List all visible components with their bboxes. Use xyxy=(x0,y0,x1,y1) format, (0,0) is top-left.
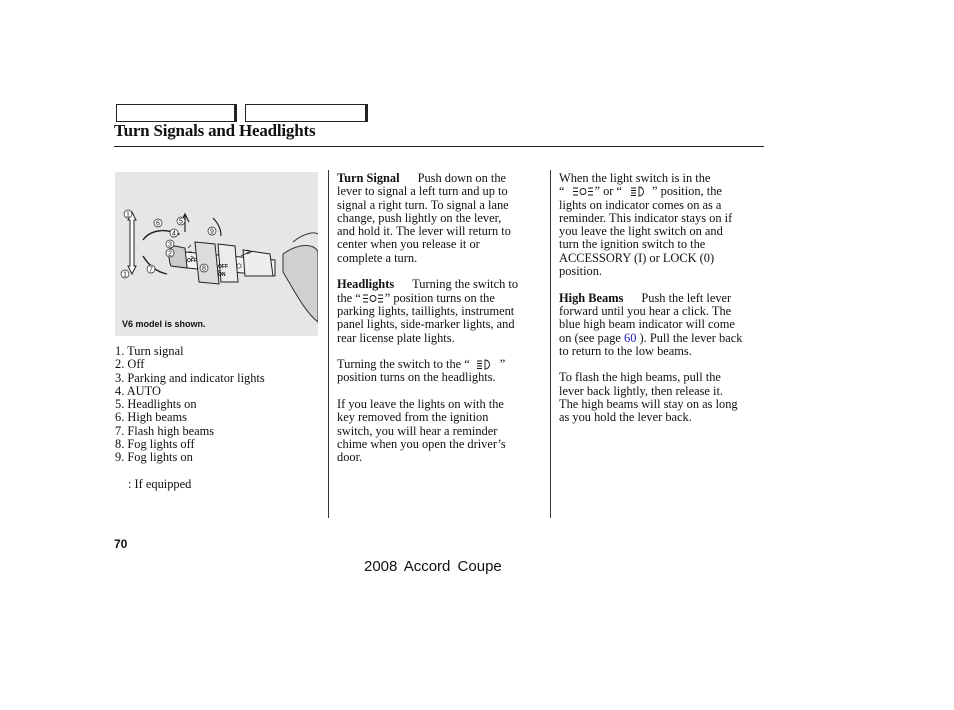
callout-label: 5 xyxy=(179,218,183,226)
text-line: The high beams will stay on as long xyxy=(559,397,738,412)
parking-lights-icon xyxy=(571,186,595,197)
legend-item-2: 2. Off xyxy=(115,357,145,372)
text-fragment: the “ xyxy=(337,290,361,305)
text-line: Turning the switch to xyxy=(412,277,519,292)
legend-item-7: 7. Flash high beams xyxy=(115,423,215,438)
text-line: to return to the low beams. xyxy=(559,343,692,358)
column-divider-1 xyxy=(328,170,329,518)
text-line: you leave the light switch on and xyxy=(559,224,723,239)
nav-tab-index[interactable] xyxy=(245,104,368,122)
page-title: Turn Signals and Headlights xyxy=(114,121,316,140)
text-fragment: Turning the switch to the “ xyxy=(337,357,470,372)
text-fragment: ” xyxy=(499,357,506,372)
text-fragment: “ xyxy=(559,184,565,199)
callout-label: 8 xyxy=(202,265,206,273)
callout-label: 3 xyxy=(168,241,172,249)
text-fragment: ” position, the xyxy=(652,184,722,199)
text-line: lever back lightly, then release it. xyxy=(559,383,723,398)
text-line: forward until you hear a click. The xyxy=(559,303,732,318)
text-line: turn the ignition switch to the xyxy=(559,237,706,252)
text-line: rear license plate lights. xyxy=(337,330,455,345)
text-line: position. xyxy=(559,264,603,279)
footer-model: 2008 Accord Coupe xyxy=(364,558,502,575)
text-line: and hold it. The lever will return to xyxy=(337,224,511,239)
text-line: chime when you open the driver’s xyxy=(337,436,506,451)
callout-label: 1 xyxy=(126,211,130,219)
legend-item-9: 9. Fog lights on xyxy=(115,450,193,465)
text-line: To flash the high beams, pull the xyxy=(559,370,721,385)
text-line: parking lights, taillights, instrument xyxy=(337,303,515,318)
column-divider-2 xyxy=(550,170,551,518)
heading-headlights: Headlights xyxy=(337,277,395,292)
text-line: complete a turn. xyxy=(337,250,418,265)
text-line: key removed from the ignition xyxy=(337,410,489,425)
column-high-beams xyxy=(559,172,764,425)
page-reference-link[interactable]: 60 xyxy=(624,330,637,345)
title-rule xyxy=(114,146,764,147)
callout-label: 1 xyxy=(123,271,127,279)
heading-high-beams: High Beams xyxy=(559,290,624,305)
text-line: center when you release it or xyxy=(337,237,480,252)
lever-diagram xyxy=(115,172,318,336)
text-line: blue high beam indicator will come xyxy=(559,317,735,332)
headlights-on-icon xyxy=(630,186,646,197)
callout-label: 9 xyxy=(210,228,214,236)
text-fragment: on (see page xyxy=(559,330,625,345)
text-fragment: ). Pull the lever back xyxy=(636,330,743,345)
text-line: as you hold the lever back. xyxy=(559,410,692,425)
nav-tab-contents[interactable] xyxy=(116,104,237,122)
callout-label: 2 xyxy=(168,250,172,258)
text-line: ACCESSORY (I) or LOCK (0) xyxy=(559,250,715,265)
text-line: When the light switch is in the xyxy=(559,171,711,185)
figure-caption: V6 model is shown. xyxy=(122,319,206,329)
callout-label: 7 xyxy=(149,266,153,274)
text-line: reminder. This indicator stays on if xyxy=(559,210,733,225)
legend-item-3: 3. Parking and indicator lights xyxy=(115,370,265,385)
legend-item-4: 4. AUTO xyxy=(115,383,161,398)
text-line: lever to signal a left turn and up to xyxy=(337,184,508,199)
text-line: position turns on the headlights. xyxy=(337,370,496,385)
text-fragment: ” position turns on the xyxy=(384,290,495,305)
text-line: Push the left lever xyxy=(641,290,732,305)
switch-label-off-upper: OFF xyxy=(187,258,197,264)
callout-label: 4 xyxy=(172,230,176,238)
callout-label: 6 xyxy=(156,220,160,228)
parking-lights-icon xyxy=(361,293,385,304)
text-fragment: ” or “ xyxy=(594,184,623,199)
switch-label-off-right: OFF xyxy=(218,264,228,270)
column-turn-signal-headlights xyxy=(337,172,545,465)
legend-item-5: 5. Headlights on xyxy=(115,397,197,412)
text-line: lights on indicator comes on as a xyxy=(559,197,722,212)
legend-item-8: 8. Fog lights off xyxy=(115,437,195,452)
legend-item-1: 1. Turn signal xyxy=(115,344,184,358)
text-line: change, push lightly on the lever, xyxy=(337,210,502,225)
text-line: signal a right turn. To signal a lane xyxy=(337,197,509,212)
text-line: Push down on the xyxy=(417,171,507,185)
text-line: switch, you will hear a reminder xyxy=(337,423,498,438)
turn-signal-lever-illustration xyxy=(115,172,318,336)
legend-item-6: 6. High beams xyxy=(115,410,187,425)
footnote-if-equipped: : If equipped xyxy=(128,476,192,491)
text-line: door. xyxy=(337,450,363,465)
text-line: panel lights, side-marker lights, and xyxy=(337,317,515,332)
switch-label-on-right: ON xyxy=(218,272,226,278)
page-number: 70 xyxy=(114,537,128,551)
headlights-on-icon xyxy=(476,359,492,370)
heading-turn-signal: Turn Signal xyxy=(337,171,400,185)
legend-list xyxy=(115,345,265,491)
text-line: If you leave the lights on with the xyxy=(337,397,504,412)
